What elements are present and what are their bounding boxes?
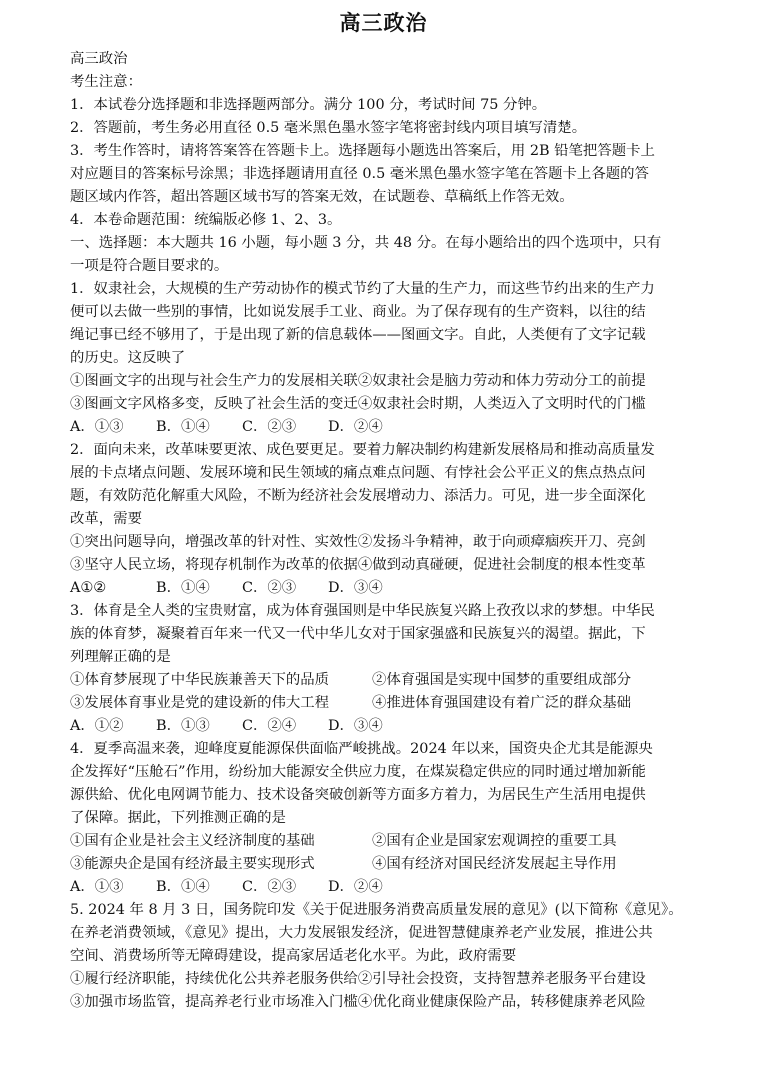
q4-statement: ②国有企业是国家宏观调控的重要工具 [372, 833, 617, 849]
note-line: 对应题目的答案标号涂黑；非选择题请用直径 0.5 毫米黑色墨水签字笔在答题卡上各题的答 [70, 166, 649, 182]
q3-stem: 列理解正确的是 [70, 649, 171, 665]
q3-stem: 3．体育是全人类的宝贵财富，成为体育强国则是中华民族复兴路上孜孜以求的梦想。中华民 [70, 603, 655, 619]
note-line: 1．本试卷分选择题和非选择题两部分。满分 100 分，考试时间 75 分钟。 [70, 97, 547, 113]
q2-option-b: B．①④ [156, 580, 210, 596]
q3-stem: 族的体育梦，凝聚着百年来一代又一代中华儿女对于国家强盛和民族复兴的渴望。据此，下 [70, 626, 646, 642]
q5-statement: ①履行经济职能，持续优化公共养老服务供给②引导社会投资，支持智慧养老服务平台建设 [70, 971, 646, 987]
q4-option-a: A．①③ [70, 879, 124, 895]
q1-statement: ①图画文字的出现与社会生产力的发展相关联②奴隶社会是脑力劳动和体力劳动分工的前提 [70, 373, 646, 389]
q1-stem: 1．奴隶社会，大规模的生产劳动协作的模式节约了大量的生产力，而这些节约出来的生产力 [70, 281, 655, 297]
q4-statement: ①国有企业是社会主义经济制度的基础 [70, 833, 315, 849]
q5-stem: 在养老消费领域，《意见》提出，大力发展银发经济，促进智慧健康养老产业发展，推进公共 [70, 925, 653, 941]
q2-option-d: D．③④ [328, 580, 383, 596]
q3-statement-row [70, 669, 695, 692]
note-line: 2．答题前，考生务必用直径 0.5 毫米黑色墨水签字笔将密封线内项目填写清楚。 [70, 120, 587, 136]
q5-stem: 5. 2024 年 8 月 3 日，国务院印发《关于促进服务消费高质量发展的意见》(以下简称《意见》。 [70, 902, 683, 918]
q4-option-b: B．①④ [156, 879, 210, 895]
note-line: 3．考生作答时，请将答案答在答题卡上。选择题每小题选出答案后，用 2B 铅笔把答题卡上 [70, 143, 655, 159]
q1-option-d: D．②④ [328, 419, 383, 435]
q2-statement: ③坚守人民立场，将现存机制作为改革的依据④做到动真碰硬，促进社会制度的根本性变革 [70, 557, 646, 573]
q1-statement: ③图画文字风格多变，反映了社会生活的变迁④奴隶社会时期，人类迈入了文明时代的门槛 [70, 396, 646, 412]
q3-statement-row [70, 692, 695, 715]
q1-option-c: C．②③ [242, 419, 297, 435]
q2-stem: 改革，需要 [70, 511, 142, 527]
q3-statement: ④推进体育强国建设有着广泛的群众基础 [372, 695, 632, 711]
q4-stem: 企发挥好“压舱石”作用，纷纷加大能源安全供应力度，在煤炭稳定供应的同时通过增加新能 [70, 764, 646, 780]
note-line: 4．本卷命题范围：统编版必修 1、2、3。 [70, 212, 342, 228]
exam-content [70, 48, 695, 1014]
q3-option-d: D．③④ [328, 718, 383, 734]
q4-stem: 了保障。据此，下列推测正确的是 [70, 810, 286, 826]
q4-stem: 源供給、优化电网调节能力、技术设备突破创新等方面多方着力，为居民生产生活用电提供 [70, 787, 646, 803]
q4-option-c: C．②③ [242, 879, 297, 895]
notice-heading: 考生注意： [70, 74, 142, 90]
q4-statement: ④国有经济对国民经济发展起主导作用 [372, 856, 617, 872]
q3-option-b: B．①③ [156, 718, 210, 734]
q3-statement: ①体育梦展现了中华民族兼善天下的品质 [70, 672, 330, 688]
q5-statement: ③加强市场监管，提高养老行业市场准入门槛④优化商业健康保险产品，转移健康养老风险 [70, 994, 646, 1010]
q2-option-c: C．②③ [242, 580, 297, 596]
q5-stem: 空间、消费场所等无障碍建设，提高家居适老化水平。为此，政府需要 [70, 948, 517, 964]
q4-options [70, 876, 695, 899]
q1-stem: 的历史。这反映了 [70, 350, 186, 366]
q1-options [70, 416, 695, 439]
q4-stem: 4．夏季高温来袭，迎峰度夏能源保供面临严峻挑战。2024 年以来，国资央企尤其是能源央 [70, 741, 653, 757]
section-heading: 一、选择题：本大题共 16 小题，每小题 3 分，共 48 分。在每小题给出的四个选项中，只有 [70, 235, 662, 251]
q3-option-a: A．①② [70, 718, 124, 734]
q3-statement: ②体育强国是实现中国梦的重要组成部分 [372, 672, 632, 688]
q2-stem: 题，有效防范化解重大风险，不断为经济社会发展增动力、添活力。可见，进一步全面深化 [70, 488, 646, 504]
note-line: 题区域内作答，超出答题区域书写的答案无效，在试题卷、草稿纸上作答无效。 [70, 189, 574, 205]
q4-statement: ③能源央企是国有经济最主要实现形式 [70, 856, 315, 872]
q3-options [70, 715, 695, 738]
q3-statement: ③发展体育事业是党的建设新的伟大工程 [70, 695, 330, 711]
subject-line: 高三政治 [70, 51, 128, 67]
q1-option-b: B．①④ [156, 419, 210, 435]
q4-option-d: D．②④ [328, 879, 383, 895]
q4-statement-row [70, 853, 695, 876]
q1-stem: 便可以去做一些别的事情，比如说发展手工业、商业。为了保存现有的生产资料，以往的结 [70, 304, 646, 320]
q4-statement-row [70, 830, 695, 853]
q2-stem: 2．面向未来，改革味要更浓、成色要更足。要着力解决制约构建新发展格局和推动高质量发 [70, 442, 655, 458]
q1-option-a: A．①③ [70, 419, 124, 435]
q2-stem: 展的卡点堵点问题、发展环境和民生领域的痛点难点问题、有悖社会公平正义的焦点热点问 [70, 465, 646, 481]
page-title: 高三政治 [339, 10, 428, 35]
q2-statement: ①突出问题导向，增强改革的针对性、实效性②发扬斗争精神，敢于向顽瘴痼疾开刀、亮剑 [70, 534, 646, 550]
q3-option-c: C．②④ [242, 718, 297, 734]
q2-option-a: A①② [70, 580, 107, 596]
section-heading: 一项是符合题目要求的。 [70, 258, 229, 274]
q2-options [70, 577, 695, 600]
q1-stem: 绳记事已经不够用了，于是出现了新的信息载体——图画文字。自此，人类便有了文字记载 [70, 327, 646, 343]
